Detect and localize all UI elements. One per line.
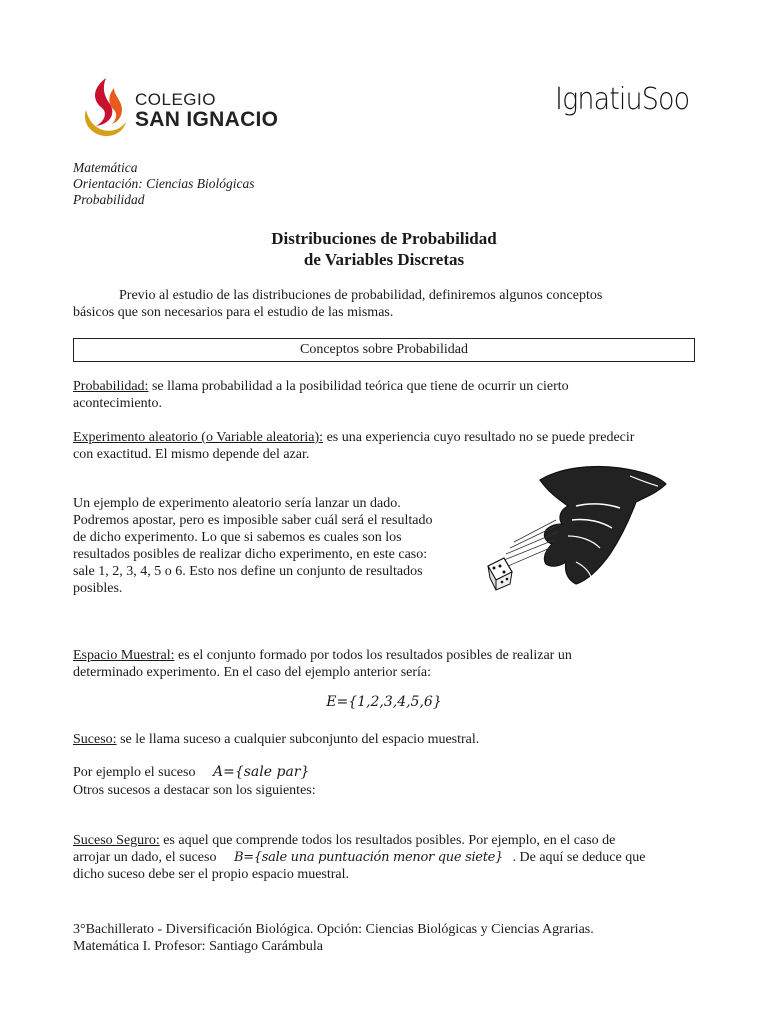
definition-experimento xyxy=(73,429,713,463)
def-probabilidad-text: se llama probabilidad a la posibilidad teórica que tiene de ocurrir un cierto xyxy=(148,379,569,394)
example-line: de dicho experimento. Lo que si sabemos es cuales son los xyxy=(73,530,402,545)
def-seguro-text: es aquel que comprende todos los resultados posibles. Por ejemplo, en el caso de xyxy=(159,833,616,848)
intro-paragraph xyxy=(73,287,602,321)
def-espacio-line2: determinado experimento. En el caso del ejemplo anterior sería: xyxy=(73,665,432,680)
document-meta xyxy=(73,160,254,208)
section-heading-box: Conceptos sobre Probabilidad xyxy=(73,338,695,362)
suceso-example-prefix: Por ejemplo el suceso xyxy=(73,765,196,780)
definition-probabilidad xyxy=(73,378,703,412)
die-icon xyxy=(488,558,512,590)
footer-line2: Matemática I. Profesor: Santiago Carámbula xyxy=(73,939,323,954)
ignatius-logo xyxy=(555,80,690,138)
def-experimento-line2: con exactitud. El mismo depende del azar. xyxy=(73,447,310,462)
flame-icon xyxy=(80,76,130,138)
def-suceso-text: se le llama suceso a cualquier subconjunto del espacio muestral. xyxy=(116,732,480,747)
term-espacio-muestral: Espacio Muestral: xyxy=(73,648,175,663)
definition-suceso-seguro xyxy=(73,832,713,883)
ignatius-logo-text: IgnatiuSoo xyxy=(555,82,690,117)
example-line: sale 1, 2, 3, 4, 5 o 6. Esto nos define un conjunto de resultados xyxy=(73,564,423,579)
footer-line1: 3°Bachillerato - Diversificación Biológica. Opción: Ciencias Biológicas y Ciencias Agrarias. xyxy=(73,922,594,937)
term-suceso: Suceso: xyxy=(73,732,117,747)
suceso-example xyxy=(73,764,713,781)
example-line: Un ejemplo de experimento aleatorio sería lanzar un dado. xyxy=(73,496,401,511)
page-footer xyxy=(73,921,594,955)
logo-line1: COLEGIO xyxy=(135,90,216,109)
example-line: posibles. xyxy=(73,581,123,596)
def-seguro-line3: dicho suceso debe ser el propio espacio muestral. xyxy=(73,867,350,882)
term-probabilidad: Probabilidad: xyxy=(73,379,149,394)
example-paragraph xyxy=(73,495,483,597)
intro-line2: básicos que son necesarios para el estudio de las mismas. xyxy=(73,305,394,320)
otros-sucesos: Otros sucesos a destacar son los siguientes: xyxy=(73,783,316,798)
page-title xyxy=(0,228,768,270)
title-line1: Distribuciones de Probabilidad xyxy=(271,229,497,248)
def-espacio-text: es el conjunto formado por todos los resultados posibles de realizar un xyxy=(174,648,572,663)
hand-throwing-die-illustration xyxy=(480,462,672,600)
sample-space-formula: E={1,2,3,4,5,6} xyxy=(326,694,442,710)
colegio-san-ignacio-logo xyxy=(80,76,300,138)
term-suceso-seguro: Suceso Seguro: xyxy=(73,833,160,848)
intro-line1: Previo al estudio de las distribuciones de probabilidad, definiremos algunos conceptos xyxy=(119,288,603,303)
orientation-label: Orientación: Ciencias Biológicas xyxy=(73,176,255,191)
definition-espacio-muestral xyxy=(73,647,713,681)
example-line: resultados posibles de realizar dicho experimento, en este caso: xyxy=(73,547,428,562)
subject-label: Matemática xyxy=(73,160,138,175)
def-experimento-text: es una experiencia cuyo resultado no se puede predecir xyxy=(323,430,635,445)
logo-line2: SAN IGNACIO xyxy=(135,108,279,131)
def-seguro-line2-prefix: arrojar un dado, el suceso xyxy=(73,850,217,865)
suceso-seguro-formula: B={sale una puntuación menor que siete} xyxy=(233,850,503,865)
definition-suceso xyxy=(73,731,713,748)
example-line: Podremos apostar, pero es imposible saber cuál será el resultado xyxy=(73,513,433,528)
def-probabilidad-line2: acontecimiento. xyxy=(73,396,163,411)
topic-label: Probabilidad xyxy=(73,192,145,207)
title-line2: de Variables Discretas xyxy=(303,250,465,269)
def-seguro-line2-suffix: . De aquí se deduce que xyxy=(512,850,646,865)
suceso-example-formula: A={sale par} xyxy=(212,764,310,780)
term-experimento: Experimento aleatorio (o Variable aleatoria): xyxy=(73,430,324,445)
